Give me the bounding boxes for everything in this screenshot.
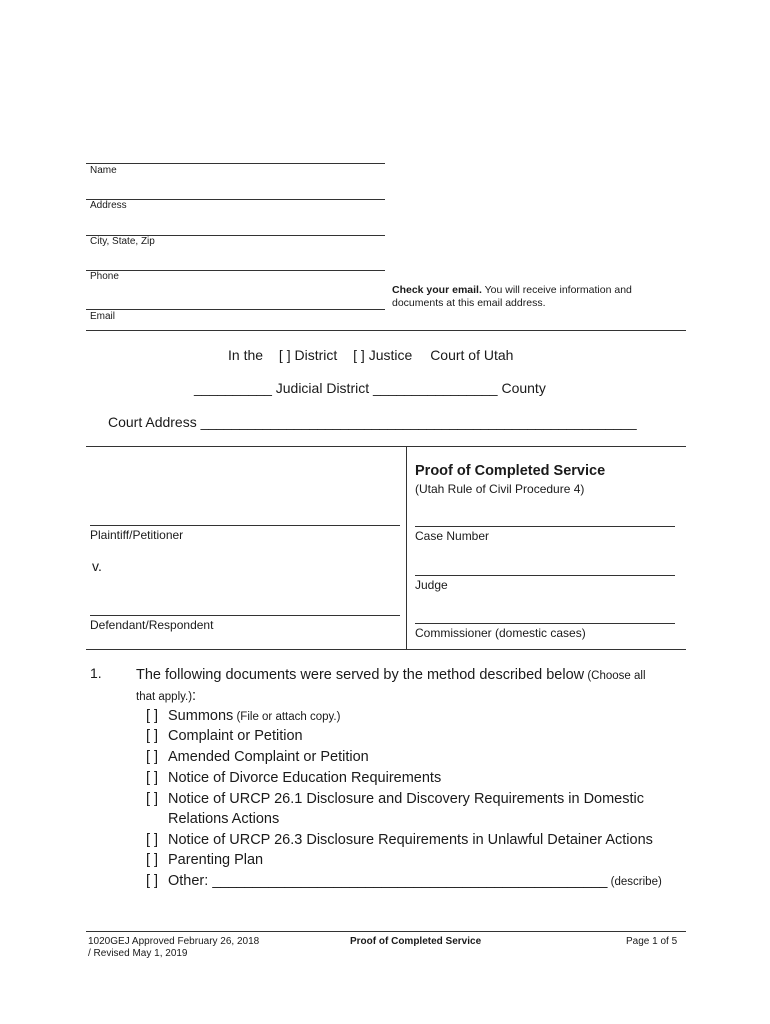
- header-divider: [86, 330, 686, 331]
- section-number: 1.: [90, 665, 102, 681]
- caption-top-divider: [86, 446, 686, 447]
- form-title: Proof of Completed Service: [415, 463, 606, 479]
- item-label: Notice of Divorce Education Requirements: [168, 770, 442, 786]
- item-label: Notice of URCP 26.1 Disclosure and Discovery Requirements in Domestic: [168, 791, 645, 807]
- checkbox-item-urcp-26-1-cont: [146, 811, 279, 827]
- checkbox-item-summons[interactable]: [146, 708, 340, 724]
- checkbox[interactable]: [ ]: [146, 708, 159, 724]
- checkbox-item-complaint[interactable]: [146, 728, 303, 744]
- checkbox-item-other[interactable]: [146, 873, 662, 889]
- checkbox[interactable]: [ ]: [146, 791, 159, 807]
- email-label: Email: [90, 311, 116, 322]
- checkbox[interactable]: [ ]: [146, 749, 159, 765]
- phone-line[interactable]: [86, 270, 385, 271]
- email-note-line2: documents at this email address.: [392, 297, 546, 309]
- footer-divider: [86, 931, 686, 932]
- section-lead-line2: that apply.): [136, 691, 193, 703]
- checkbox-item-parenting-plan[interactable]: [146, 852, 263, 868]
- footer-page-number: Page 1 of 5: [626, 936, 678, 947]
- item-label: Parenting Plan: [168, 852, 264, 868]
- section-lead-small: (Choose all: [584, 670, 646, 682]
- defendant-label: Defendant/Respondent: [90, 618, 214, 632]
- footer-form-id: [88, 936, 259, 960]
- address-line[interactable]: [86, 199, 385, 200]
- court-address-line[interactable]: Court Address ________________________________________________________: [108, 414, 637, 430]
- phone-label: Phone: [90, 271, 119, 282]
- checkbox[interactable]: [ ]: [146, 873, 159, 889]
- footer-form-id-line1: 1020GEJ Approved February 26, 2018: [88, 936, 260, 947]
- commissioner-line[interactable]: [415, 623, 675, 624]
- item-label: Amended Complaint or Petition: [168, 749, 369, 765]
- checkbox[interactable]: [ ]: [146, 852, 159, 868]
- caption-bottom-divider: [86, 649, 686, 650]
- item-label: Summons: [168, 708, 234, 724]
- city-state-zip-label: City, State, Zip: [90, 236, 155, 247]
- justice-checkbox[interactable]: [ ] Justice: [353, 347, 413, 363]
- checkbox[interactable]: [ ]: [146, 728, 159, 744]
- name-line[interactable]: [86, 163, 385, 164]
- in-the-text: In the: [228, 347, 264, 363]
- section-lead-text: The following documents were served by the method described below: [136, 667, 585, 683]
- judicial-district-line[interactable]: __________ Judicial District ________________ County: [194, 380, 546, 396]
- checkbox-item-amended-complaint[interactable]: [146, 749, 369, 765]
- item-label: Relations Actions: [168, 811, 280, 827]
- judge-label: Judge: [415, 578, 448, 592]
- footer-title: Proof of Completed Service: [350, 936, 482, 947]
- checkbox-item-urcp-26-1[interactable]: [146, 791, 644, 807]
- email-line[interactable]: [86, 309, 385, 310]
- item-note: (describe): [607, 876, 662, 888]
- item-note: (File or attach copy.): [233, 711, 341, 723]
- address-label: Address: [90, 200, 127, 211]
- item-label: Complaint or Petition: [168, 728, 303, 744]
- versus-text: v.: [92, 558, 102, 574]
- checkbox[interactable]: [ ]: [146, 832, 159, 848]
- checkbox-item-divorce-education[interactable]: [146, 770, 441, 786]
- checkbox[interactable]: [ ]: [146, 770, 159, 786]
- plaintiff-label: Plaintiff/Petitioner: [90, 528, 184, 542]
- plaintiff-line[interactable]: [90, 525, 400, 526]
- section-lead-colon: :: [192, 688, 197, 704]
- email-note-rest: You will receive information and: [481, 284, 632, 296]
- name-label: Name: [90, 165, 117, 176]
- section-lead: [136, 665, 681, 707]
- court-of-utah-text: Court of Utah: [430, 347, 514, 363]
- footer-form-id-line2: / Revised May 1, 2019: [88, 948, 188, 959]
- caption-vertical-divider: [406, 446, 407, 649]
- district-checkbox[interactable]: [ ] District: [278, 347, 338, 363]
- commissioner-label: Commissioner (domestic cases): [415, 626, 586, 640]
- checkbox-item-urcp-26-3[interactable]: [146, 832, 653, 848]
- case-number-line[interactable]: [415, 526, 675, 527]
- email-note: [392, 284, 632, 310]
- case-number-label: Case Number: [415, 529, 490, 543]
- defendant-line[interactable]: [90, 615, 400, 616]
- form-subtitle: (Utah Rule of Civil Procedure 4): [415, 482, 585, 496]
- item-label: Other: _________________________________________________: [168, 873, 608, 889]
- court-line: [228, 347, 513, 363]
- judge-line[interactable]: [415, 575, 675, 576]
- email-note-bold: Check your email.: [392, 284, 482, 296]
- item-label: Notice of URCP 26.3 Disclosure Requirements in Unlawful Detainer Actions: [168, 832, 653, 848]
